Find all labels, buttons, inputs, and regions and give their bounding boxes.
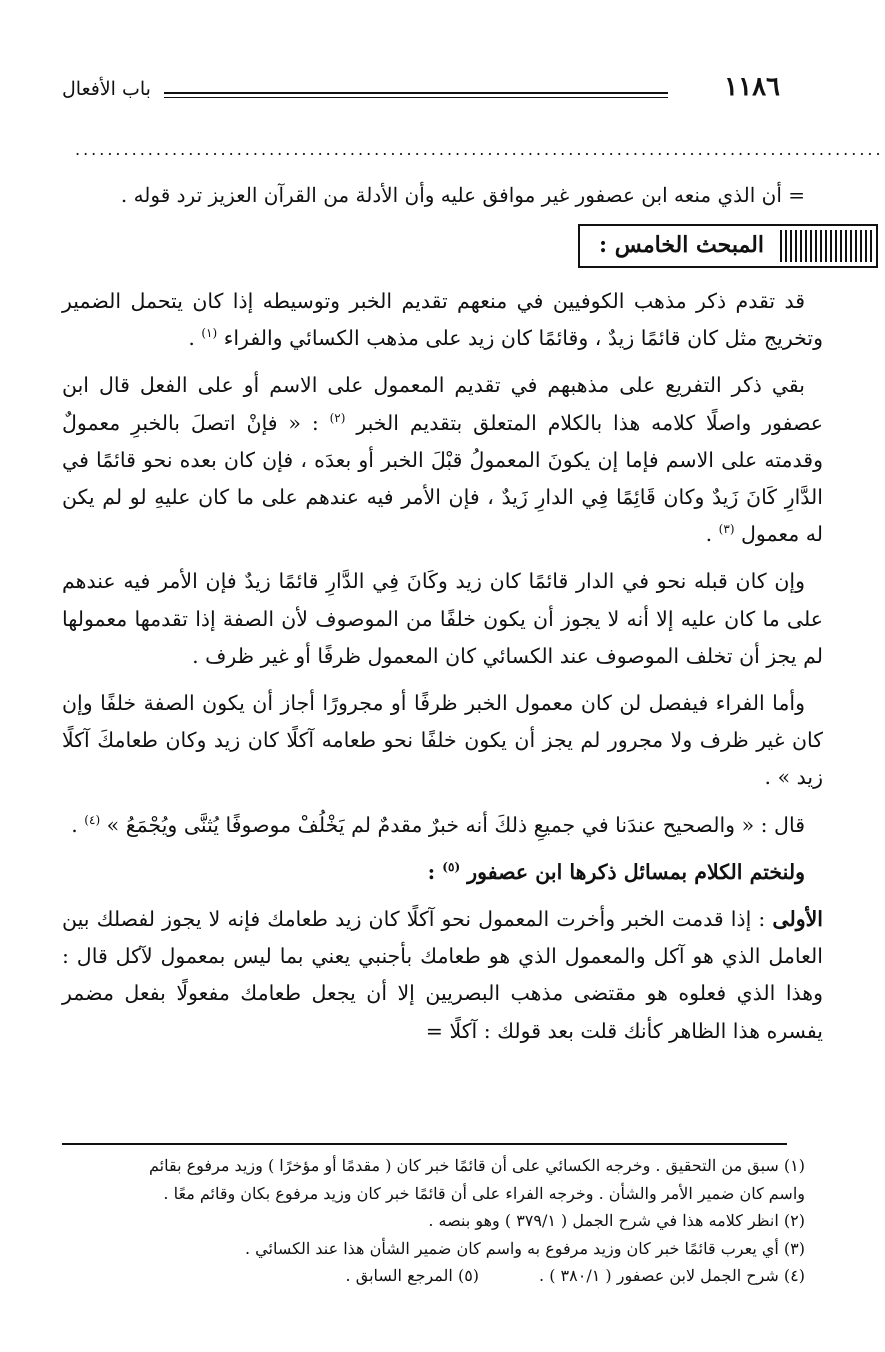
heading-ornament (780, 230, 872, 262)
paragraph-4: وأما الفراء فيفصل لن كان معمول الخبر ظرفًا أو مجرورًا أجاز أن يكون الصفة خلفًا وإن كان غير ظرف ولا مجرور لم يجز أن يكون خلفًا نحو طعامه آكلًا كان زيد وكان طعامكَ آكلًا زيد » . (62, 691, 823, 790)
paragraph-1 (62, 283, 823, 357)
footnote-4-5 (62, 1262, 805, 1290)
section-title: المبحث الخامس : (599, 232, 764, 258)
paragraph-text: : « فإنْ اتصلَ بالخبرِ معمولٌ وقدمته على الاسم فإما إن يكونَ المعمولُ قبْلَ الخبر أو بعدَه ، فإن كان بعده نحو قائمًا في الدَّارِ كَانَ زَيدٌ وكان قَائِمًا فِي الدارِ زَيدٌ ، فإن الأمر فيه عندهم على ما كان عليهِ لو لم يكن له معمول (62, 410, 823, 547)
main-text (62, 283, 823, 1060)
paragraph-text: . (188, 326, 202, 351)
page-header (62, 70, 780, 110)
footnote-4: (٤) شرح الجمل لابن عصفور ( ٣٨٠/١ ) . (539, 1266, 805, 1286)
paragraph-5 (62, 807, 823, 844)
paragraph-2 (62, 367, 823, 553)
paragraph-3: وإن كان قبله نحو في الدار قائمًا كان زيد وكَانَ فِي الدَّارِ قائمًا زيدٌ فإن الأمر فيه عندهم على ما كان عليه إلا أنه لا يجوز أن يكون خلفًا من الموصوف لأن الصفة إذا تقدمها معمولها لم يجز أن تخلف الموصوف عند الكسائي كان المعمول ظرفًا أو غير ظرف . (62, 569, 823, 668)
footnote-5: (٥) المرجع السابق . (345, 1266, 480, 1286)
footnote-separator (62, 1143, 787, 1145)
footnote-1a: (١) سبق من التحقيق . وخرجه الكسائي على أن قائمًا خبر كان ( مقدمًا أو مؤخرًا ) وزيد مرفوع بقائم (149, 1156, 805, 1175)
footnote-ref: (٣) (718, 522, 735, 537)
paragraph-text: : إذا قدمت الخبر وأخرت المعمول نحو آكلًا كان زيد طعامك فإنه لا يجوز لفصلك بين العامل الذي هو آكل والمعمول الذي هو طعامك بأجنبي يعني بما ليس بمعمول لآكل قال : وهذا الذي فعلوه هو مقتضى مذهب البصريين إلا أن يجعل طعامك مفعولًا بفعل مضمر يفسره هذا الظاهر كأنك قلت بعد قولك : آكلًا = (62, 907, 823, 1043)
dotted-separator: .................................................................................................... (75, 140, 884, 159)
footnote-3: (٣) أي يعرب قائمًا خبر كان وزيد مرفوع به واسم كان ضمير الشأن هذا عند الكسائي . (245, 1238, 805, 1258)
section-heading-box (578, 224, 878, 268)
paragraph-text: ولنختم الكلام بمسائل ذكرها ابن عصفور (467, 859, 805, 884)
paragraph-text: . (705, 522, 719, 547)
lead-word: الأولى (772, 907, 823, 932)
footnote-ref: (٤) (84, 812, 101, 827)
paragraph-text: بقي ذكر التفريع على مذهبهم في تقديم المعمول على الاسم أو على الفعل قال ابن عصفور واصلًا كلامه هذا بالكلام المتعلق بتقديم الخبر (62, 373, 823, 435)
page-number: ١١٨٦ (724, 72, 780, 102)
paragraph-text: . (71, 812, 85, 837)
paragraph-6 (62, 854, 823, 891)
footnote-ref: (١) (201, 326, 218, 341)
footnote-ref: (٢) (329, 410, 346, 425)
paragraph-text: : (427, 859, 443, 884)
footnotes (62, 1152, 805, 1290)
paragraph-7 (62, 901, 823, 1050)
footnote-2: (٢) انظر كلامه هذا في شرح الجمل ( ٣٧٩/١ ) وهو بنصه . (428, 1211, 805, 1231)
continuation-line: = أن الذي منعه ابن عصفور غير موافق عليه وأن الأدلة من القرآن العزيز ترد قوله . (120, 183, 805, 207)
paragraph-text: قد تقدم ذكر مذهب الكوفيين في منعهم تقديم الخبر وتوسيطه إذا كان يتحمل الضمير وتخريج مثل كان قائمًا زيدٌ ، وقائمًا كان زيد على مذهب الكسائي والفراء (62, 289, 823, 351)
header-rule (164, 92, 668, 98)
paragraph-text: قال : « والصحيح عندَنا في جميعِ ذلكَ أنه خبرٌ مقدمٌ لم يَخْلُفْ موصوفًا يُثنَّى ويُجْمَعُ » (106, 812, 805, 837)
footnote-1b: واسم كان ضمير الأمر والشأن . وخرجه الفراء على أن قائمًا خبر كان وزيد مرفوع بكان وقائم معًا . (163, 1183, 805, 1203)
footnote-ref: (٥) (442, 860, 461, 875)
chapter-title: باب الأفعال (62, 78, 151, 100)
